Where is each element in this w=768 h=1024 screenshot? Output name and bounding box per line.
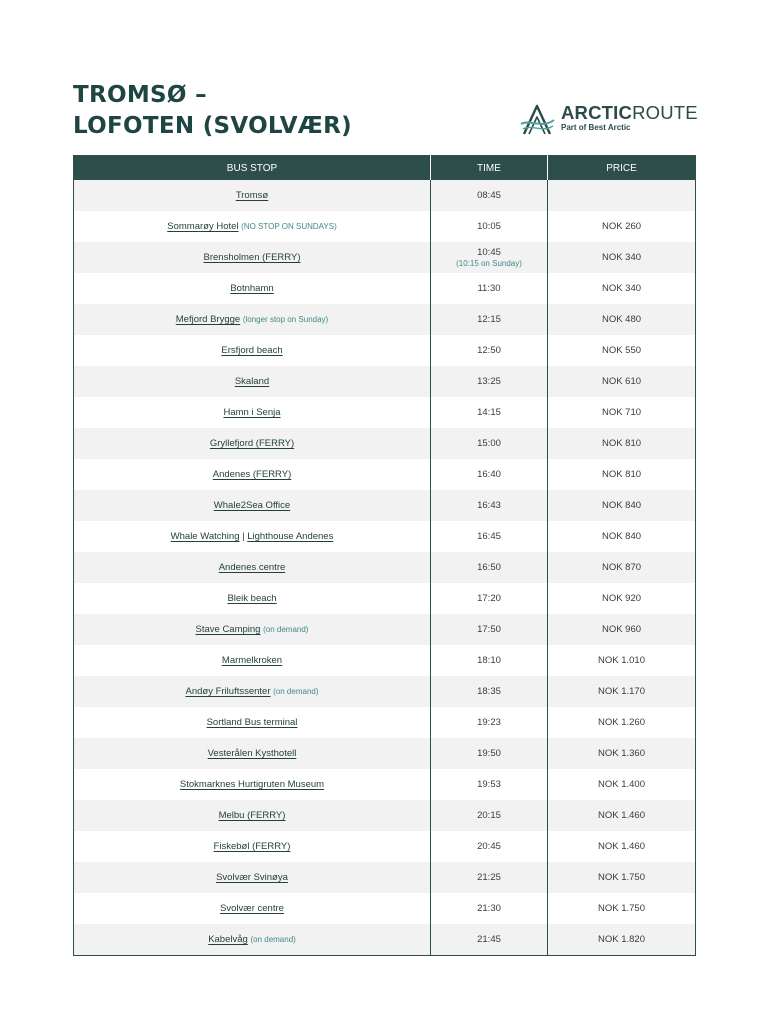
time-cell: 16:50 [431,552,548,583]
price-cell: NOK 1.170 [548,676,696,707]
bus-stop-link[interactable]: Brensholmen (FERRY) [203,252,301,263]
bus-stop-cell [74,769,431,800]
bus-stop-cell [74,459,431,490]
time-cell: 16:40 [431,459,548,490]
time-value: 10:45 [477,246,501,258]
bus-stop-link[interactable]: Melbu (FERRY) [218,810,286,821]
price-cell: NOK 550 [548,335,696,366]
bus-stop-cell [74,490,431,521]
price-cell: NOK 1.820 [548,924,696,956]
time-cell: 20:15 [431,800,548,831]
price-cell: NOK 340 [548,273,696,304]
price-cell: NOK 480 [548,304,696,335]
time-note: (10:15 on Sunday) [456,258,522,268]
price-cell: NOK 840 [548,521,696,552]
bus-stop-separator: | [242,531,245,542]
header-price: PRICE [548,156,696,181]
logo-brand-name: ARCTICROUTE [561,102,698,123]
header-bus-stop: BUS STOP [74,156,431,181]
bus-stop-cell [74,552,431,583]
table-row [74,831,696,862]
page-title-line-2: LOFOTEN (SVOLVÆR) [73,113,352,139]
bus-stop-cell [74,242,431,273]
arcticroute-logo-icon [520,103,556,137]
price-cell: NOK 1.010 [548,645,696,676]
bus-stop-link[interactable]: Stave Camping [195,624,261,635]
table-row [74,924,696,956]
table-row [74,180,696,211]
table-row [74,211,696,242]
bus-stop-cell [74,335,431,366]
bus-stop-cell [74,614,431,645]
header-time: TIME [431,156,548,181]
table-row [74,490,696,521]
time-cell: 21:45 [431,924,548,956]
table-row [74,583,696,614]
bus-stop-cell [74,831,431,862]
bus-stop-note: (on demand) [250,935,296,944]
bus-stop-link[interactable]: Whale Watching [170,531,240,542]
bus-stop-link[interactable]: Stokmarknes Hurtigruten Museum [179,779,325,790]
bus-stop-cell [74,645,431,676]
table-row [74,242,696,273]
time-cell: 11:30 [431,273,548,304]
bus-stop-cell [74,180,431,211]
bus-stop-note: (NO STOP ON SUNDAYS) [241,222,337,231]
time-cell [431,242,548,273]
price-cell: NOK 870 [548,552,696,583]
bus-stop-cell [74,738,431,769]
arcticroute-logo [520,103,700,137]
table-row [74,521,696,552]
bus-stop-link[interactable]: Bleik beach [227,593,277,604]
time-cell: 20:45 [431,831,548,862]
time-cell: 19:23 [431,707,548,738]
price-cell: NOK 840 [548,490,696,521]
bus-stop-link[interactable]: Tromsø [235,190,269,201]
table-row [74,428,696,459]
time-cell: 21:25 [431,862,548,893]
bus-stop-cell [74,273,431,304]
bus-stop-link[interactable]: Gryllefjord (FERRY) [209,438,295,449]
table-row [74,614,696,645]
price-cell: NOK 920 [548,583,696,614]
price-cell: NOK 1.360 [548,738,696,769]
bus-stop-cell [74,893,431,924]
price-cell [548,180,696,211]
price-cell: NOK 810 [548,428,696,459]
time-cell: 19:53 [431,769,548,800]
bus-stop-cell [74,924,431,956]
price-cell: NOK 1.400 [548,769,696,800]
bus-stop-note: (on demand) [263,625,309,634]
price-cell: NOK 810 [548,459,696,490]
price-cell: NOK 1.260 [548,707,696,738]
logo-tagline: Part of Best Arctic [561,123,631,132]
bus-stop-link[interactable]: Kabelvåg [208,934,248,945]
bus-stop-link[interactable]: Whale2Sea Office [213,500,291,511]
price-cell: NOK 1.460 [548,831,696,862]
price-cell: NOK 1.750 [548,862,696,893]
time-cell: 14:15 [431,397,548,428]
price-cell: NOK 260 [548,211,696,242]
table-row [74,676,696,707]
bus-stop-link[interactable]: Mefjord Brygge [175,314,241,325]
price-cell: NOK 610 [548,366,696,397]
time-cell: 16:43 [431,490,548,521]
price-cell: NOK 710 [548,397,696,428]
time-cell: 19:50 [431,738,548,769]
time-cell: 18:35 [431,676,548,707]
time-cell: 17:20 [431,583,548,614]
table-row [74,645,696,676]
price-cell: NOK 1.460 [548,800,696,831]
bus-stop-note: (longer stop on Sunday) [242,315,329,324]
table-row [74,738,696,769]
bus-stop-link[interactable]: Andenes centre [218,562,286,573]
bus-stop-cell [74,211,431,242]
table-row [74,893,696,924]
table-row [74,304,696,335]
price-cell: NOK 340 [548,242,696,273]
table-row [74,800,696,831]
bus-stop-link[interactable]: Ersfjord beach [221,345,283,356]
bus-stop-link[interactable]: Hamn i Senja [223,407,281,418]
time-cell: 18:10 [431,645,548,676]
bus-stop-note: (on demand) [273,687,319,696]
time-cell: 08:45 [431,180,548,211]
bus-stop-link[interactable]: Fiskebøl (FERRY) [213,841,291,852]
bus-stop-link[interactable]: Andøy Friluftssenter [185,686,271,697]
bus-stop-link[interactable]: Sommarøy Hotel [167,221,239,232]
price-cell: NOK 960 [548,614,696,645]
table-row [74,397,696,428]
table-row [74,862,696,893]
time-cell: 13:25 [431,366,548,397]
bus-stop-cell [74,304,431,335]
time-cell: 16:45 [431,521,548,552]
bus-stop-cell [74,428,431,459]
bus-stop-cell [74,521,431,552]
bus-stop-link[interactable]: Skaland [234,376,270,387]
table-row [74,366,696,397]
price-cell: NOK 1.750 [548,893,696,924]
page-title [73,80,352,142]
bus-stop-link[interactable]: Svolvær Svinøya [216,872,288,883]
timetable-header-row [74,156,696,181]
time-cell: 12:50 [431,335,548,366]
time-cell: 10:05 [431,211,548,242]
table-row [74,552,696,583]
bus-stop-cell [74,676,431,707]
timetable [73,155,696,956]
bus-stop-link[interactable]: Lighthouse Andenes [247,531,334,542]
time-cell: 17:50 [431,614,548,645]
bus-stop-cell [74,583,431,614]
bus-stop-cell [74,366,431,397]
bus-stop-cell [74,397,431,428]
table-row [74,459,696,490]
bus-stop-link[interactable]: Sortland Bus terminal [206,717,298,728]
bus-stop-link[interactable]: Andenes (FERRY) [212,469,292,480]
bus-stop-link[interactable]: Vesterålen Kysthotell [207,748,297,759]
bus-stop-link[interactable]: Botnhamn [230,283,274,294]
table-row [74,707,696,738]
page-title-line-1: TROMSØ – [73,82,207,108]
bus-stop-link[interactable]: Svolvær centre [220,903,284,914]
table-row [74,335,696,366]
time-cell: 15:00 [431,428,548,459]
bus-stop-link[interactable]: Marmelkroken [221,655,283,666]
bus-stop-cell [74,862,431,893]
bus-stop-cell [74,800,431,831]
table-row [74,273,696,304]
time-cell: 21:30 [431,893,548,924]
table-row [74,769,696,800]
time-cell: 12:15 [431,304,548,335]
bus-stop-cell [74,707,431,738]
